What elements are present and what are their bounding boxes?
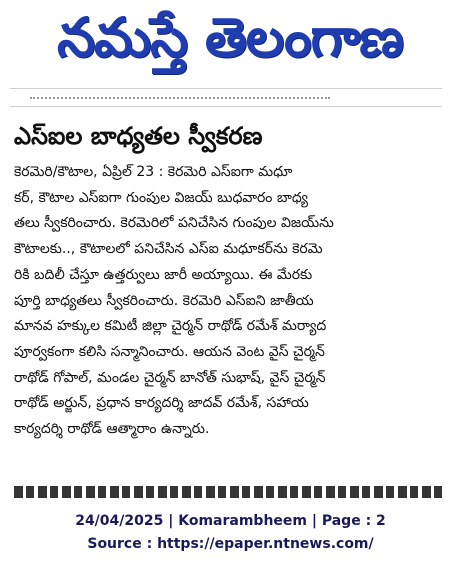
article-line: మానవ హక్కుల కమిటీ జిల్లా చైర్మన్ రాథోడ్ రమేశ్ మర్యాద: [14, 318, 327, 335]
clipped-next-headline: [14, 484, 446, 498]
masthead-title: నమస్తే తెలంగాణ: [57, 5, 403, 69]
article-line: కౌటాలకు.., కౌటాలలో పనిచేసిన ఎస్ఐ మధూకర్‌ను కెరమె: [14, 241, 323, 258]
article-line: పూర్తి బాధ్యతలు స్వీకరించారు. కెరమెరి ఎస్ఐని జాతీయ: [14, 292, 314, 309]
article-line: కార్యదర్శి రాథోడ్ ఆత్మారాం ఉన్నారు.: [14, 421, 210, 438]
article-body: [14, 160, 446, 443]
article-line: కర్, కౌటాల ఎస్ఐగా గుంపుల విజయ్ బుధవారం బాధ్య: [14, 189, 309, 206]
article-line: రాథోడ్ అర్జున్, ప్రధాన కార్యదర్శి జాదవ్ రమేశ్, సహాయ: [14, 395, 309, 412]
clipped-previous-article: [30, 91, 330, 99]
article-line: పూర్వకంగా కలిసి సన్మానించారు. ఆయన వెంట వైస్ చైర్మన్: [14, 343, 325, 360]
article-headline: ఎస్ఐల బాధ్యతల స్వీకరణ: [14, 122, 263, 150]
article-line: రాథోడ్ గోపాల్, మండల చైర్మన్ బానోత్ సుభాష్, వైస్ చైర్మన్: [14, 369, 326, 386]
article-line: తలు స్వీకరించారు. కెరమెరిలో పనిచేసిన గుంపుల విజయ్‌ను: [14, 215, 334, 232]
article-line: రికి బదిలీ చేస్తూ ఉత్తర్వులు జారీ అయ్యాయి. ఈ మేరకు: [14, 266, 313, 283]
article-line: కెరమెరి/కౌటాల, ఏప్రిల్ 23 : కెరమెరి ఎస్ఐగా మధూ: [14, 164, 293, 180]
newspaper-masthead: [14, 6, 446, 82]
masthead-divider: [10, 88, 442, 89]
footer-source-line: Source : https://epaper.ntnews.com/: [87, 536, 374, 552]
section-divider: [10, 106, 442, 107]
footer-date-line: 24/04/2025 | Komarambheem | Page : 2: [75, 513, 386, 529]
